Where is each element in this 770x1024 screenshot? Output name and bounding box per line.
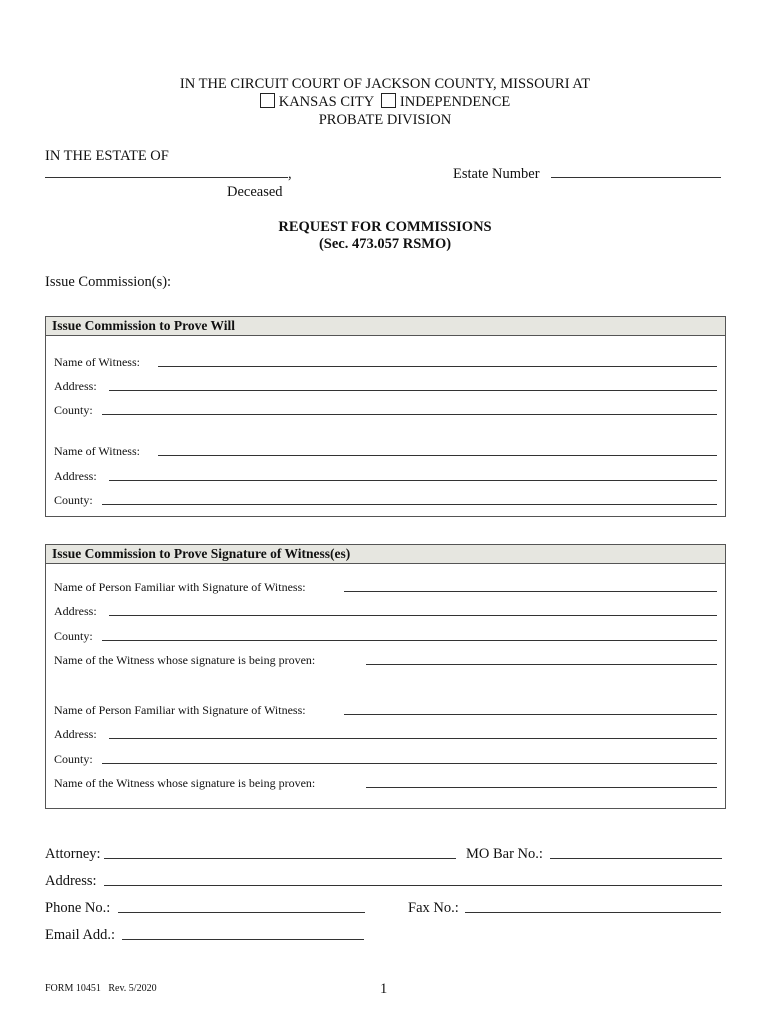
- prove-will-section: [45, 316, 726, 517]
- bar-number-label: MO Bar No.:: [466, 846, 543, 862]
- proven-witness-label: Name of the Witness whose signature is being proven:: [54, 776, 316, 790]
- familiar-person-row[interactable]: [54, 579, 717, 595]
- prove-will-heading: Issue Commission to Prove Will: [46, 317, 725, 336]
- familiar-county-row[interactable]: [54, 628, 717, 644]
- location-options: [0, 93, 770, 111]
- form-subtitle: (Sec. 473.057 RSMO): [318, 236, 452, 252]
- decedent-comma: ,: [288, 166, 292, 182]
- attorney-field[interactable]: [104, 858, 456, 859]
- familiar-person-label: Name of Person Familiar with Signature of Witness:: [54, 703, 306, 717]
- familiar-address-row[interactable]: [54, 726, 717, 742]
- independence-checkbox[interactable]: [381, 93, 396, 108]
- prove-signature-heading: Issue Commission to Prove Signature of Witness(es): [46, 545, 725, 564]
- witness-address-field[interactable]: [109, 390, 717, 391]
- witness-county-field[interactable]: [102, 414, 717, 415]
- court-heading: IN THE CIRCUIT COURT OF JACKSON COUNTY, MISSOURI AT: [179, 76, 591, 92]
- witness-address-label: Address:: [54, 469, 97, 483]
- witness-name-label: Name of Witness:: [54, 444, 140, 458]
- form-title: REQUEST FOR COMMISSIONS: [278, 219, 492, 235]
- proven-witness-label: Name of the Witness whose signature is being proven:: [54, 653, 316, 667]
- deceased-label: Deceased: [227, 184, 283, 200]
- familiar-address-label: Address:: [54, 727, 97, 741]
- estate-number-label: Estate Number: [453, 166, 540, 182]
- familiar-county-label: County:: [54, 752, 93, 766]
- form-number: FORM 10451 Rev. 5/2020: [45, 983, 157, 994]
- witness-name-field[interactable]: [158, 455, 717, 456]
- email-field[interactable]: [122, 939, 364, 940]
- attorney-label: Attorney:: [45, 846, 101, 862]
- witness-address-row[interactable]: [54, 468, 717, 484]
- kansas-city-label: KANSAS CITY: [278, 94, 374, 110]
- bar-number-field[interactable]: [550, 858, 722, 859]
- prove-signature-section: [45, 544, 726, 809]
- familiar-county-field[interactable]: [102, 640, 717, 641]
- familiar-person-label: Name of Person Familiar with Signature of Witness:: [54, 580, 306, 594]
- witness-name-label: Name of Witness:: [54, 355, 140, 369]
- proven-witness-row[interactable]: [54, 652, 717, 668]
- familiar-address-label: Address:: [54, 604, 97, 618]
- witness-county-row[interactable]: [54, 492, 717, 508]
- independence-label: INDEPENDENCE: [399, 94, 511, 110]
- fax-field[interactable]: [465, 912, 721, 913]
- witness-county-row[interactable]: [54, 402, 717, 418]
- division-heading: PROBATE DIVISION: [318, 112, 452, 128]
- kansas-city-checkbox[interactable]: [260, 93, 275, 108]
- fax-label: Fax No.:: [408, 900, 459, 916]
- proven-witness-field[interactable]: [366, 787, 717, 788]
- familiar-address-field[interactable]: [109, 738, 717, 739]
- email-label: Email Add.:: [45, 927, 116, 943]
- estate-number-field[interactable]: [551, 177, 721, 178]
- familiar-county-field[interactable]: [102, 763, 717, 764]
- witness-name-field[interactable]: [158, 366, 717, 367]
- decedent-name-field[interactable]: [45, 177, 288, 178]
- witness-address-field[interactable]: [109, 480, 717, 481]
- estate-of-label: IN THE ESTATE OF: [45, 148, 169, 164]
- witness-address-row[interactable]: [54, 378, 717, 394]
- familiar-county-row[interactable]: [54, 751, 717, 767]
- familiar-address-row[interactable]: [54, 603, 717, 619]
- witness-county-field[interactable]: [102, 504, 717, 505]
- familiar-county-label: County:: [54, 629, 93, 643]
- proven-witness-row[interactable]: [54, 775, 717, 791]
- witness-address-label: Address:: [54, 379, 97, 393]
- witness-county-label: County:: [54, 493, 93, 507]
- familiar-person-field[interactable]: [344, 714, 717, 715]
- familiar-person-field[interactable]: [344, 591, 717, 592]
- attorney-address-label: Address:: [45, 873, 97, 889]
- phone-label: Phone No.:: [45, 900, 111, 916]
- familiar-address-field[interactable]: [109, 615, 717, 616]
- proven-witness-field[interactable]: [366, 664, 717, 665]
- witness-county-label: County:: [54, 403, 93, 417]
- attorney-address-field[interactable]: [104, 885, 722, 886]
- issue-commissions-label: Issue Commission(s):: [45, 274, 172, 290]
- page-number: 1: [380, 981, 388, 997]
- witness-name-row[interactable]: [54, 443, 717, 459]
- familiar-person-row[interactable]: [54, 702, 717, 718]
- phone-field[interactable]: [118, 912, 365, 913]
- witness-name-row[interactable]: [54, 354, 717, 370]
